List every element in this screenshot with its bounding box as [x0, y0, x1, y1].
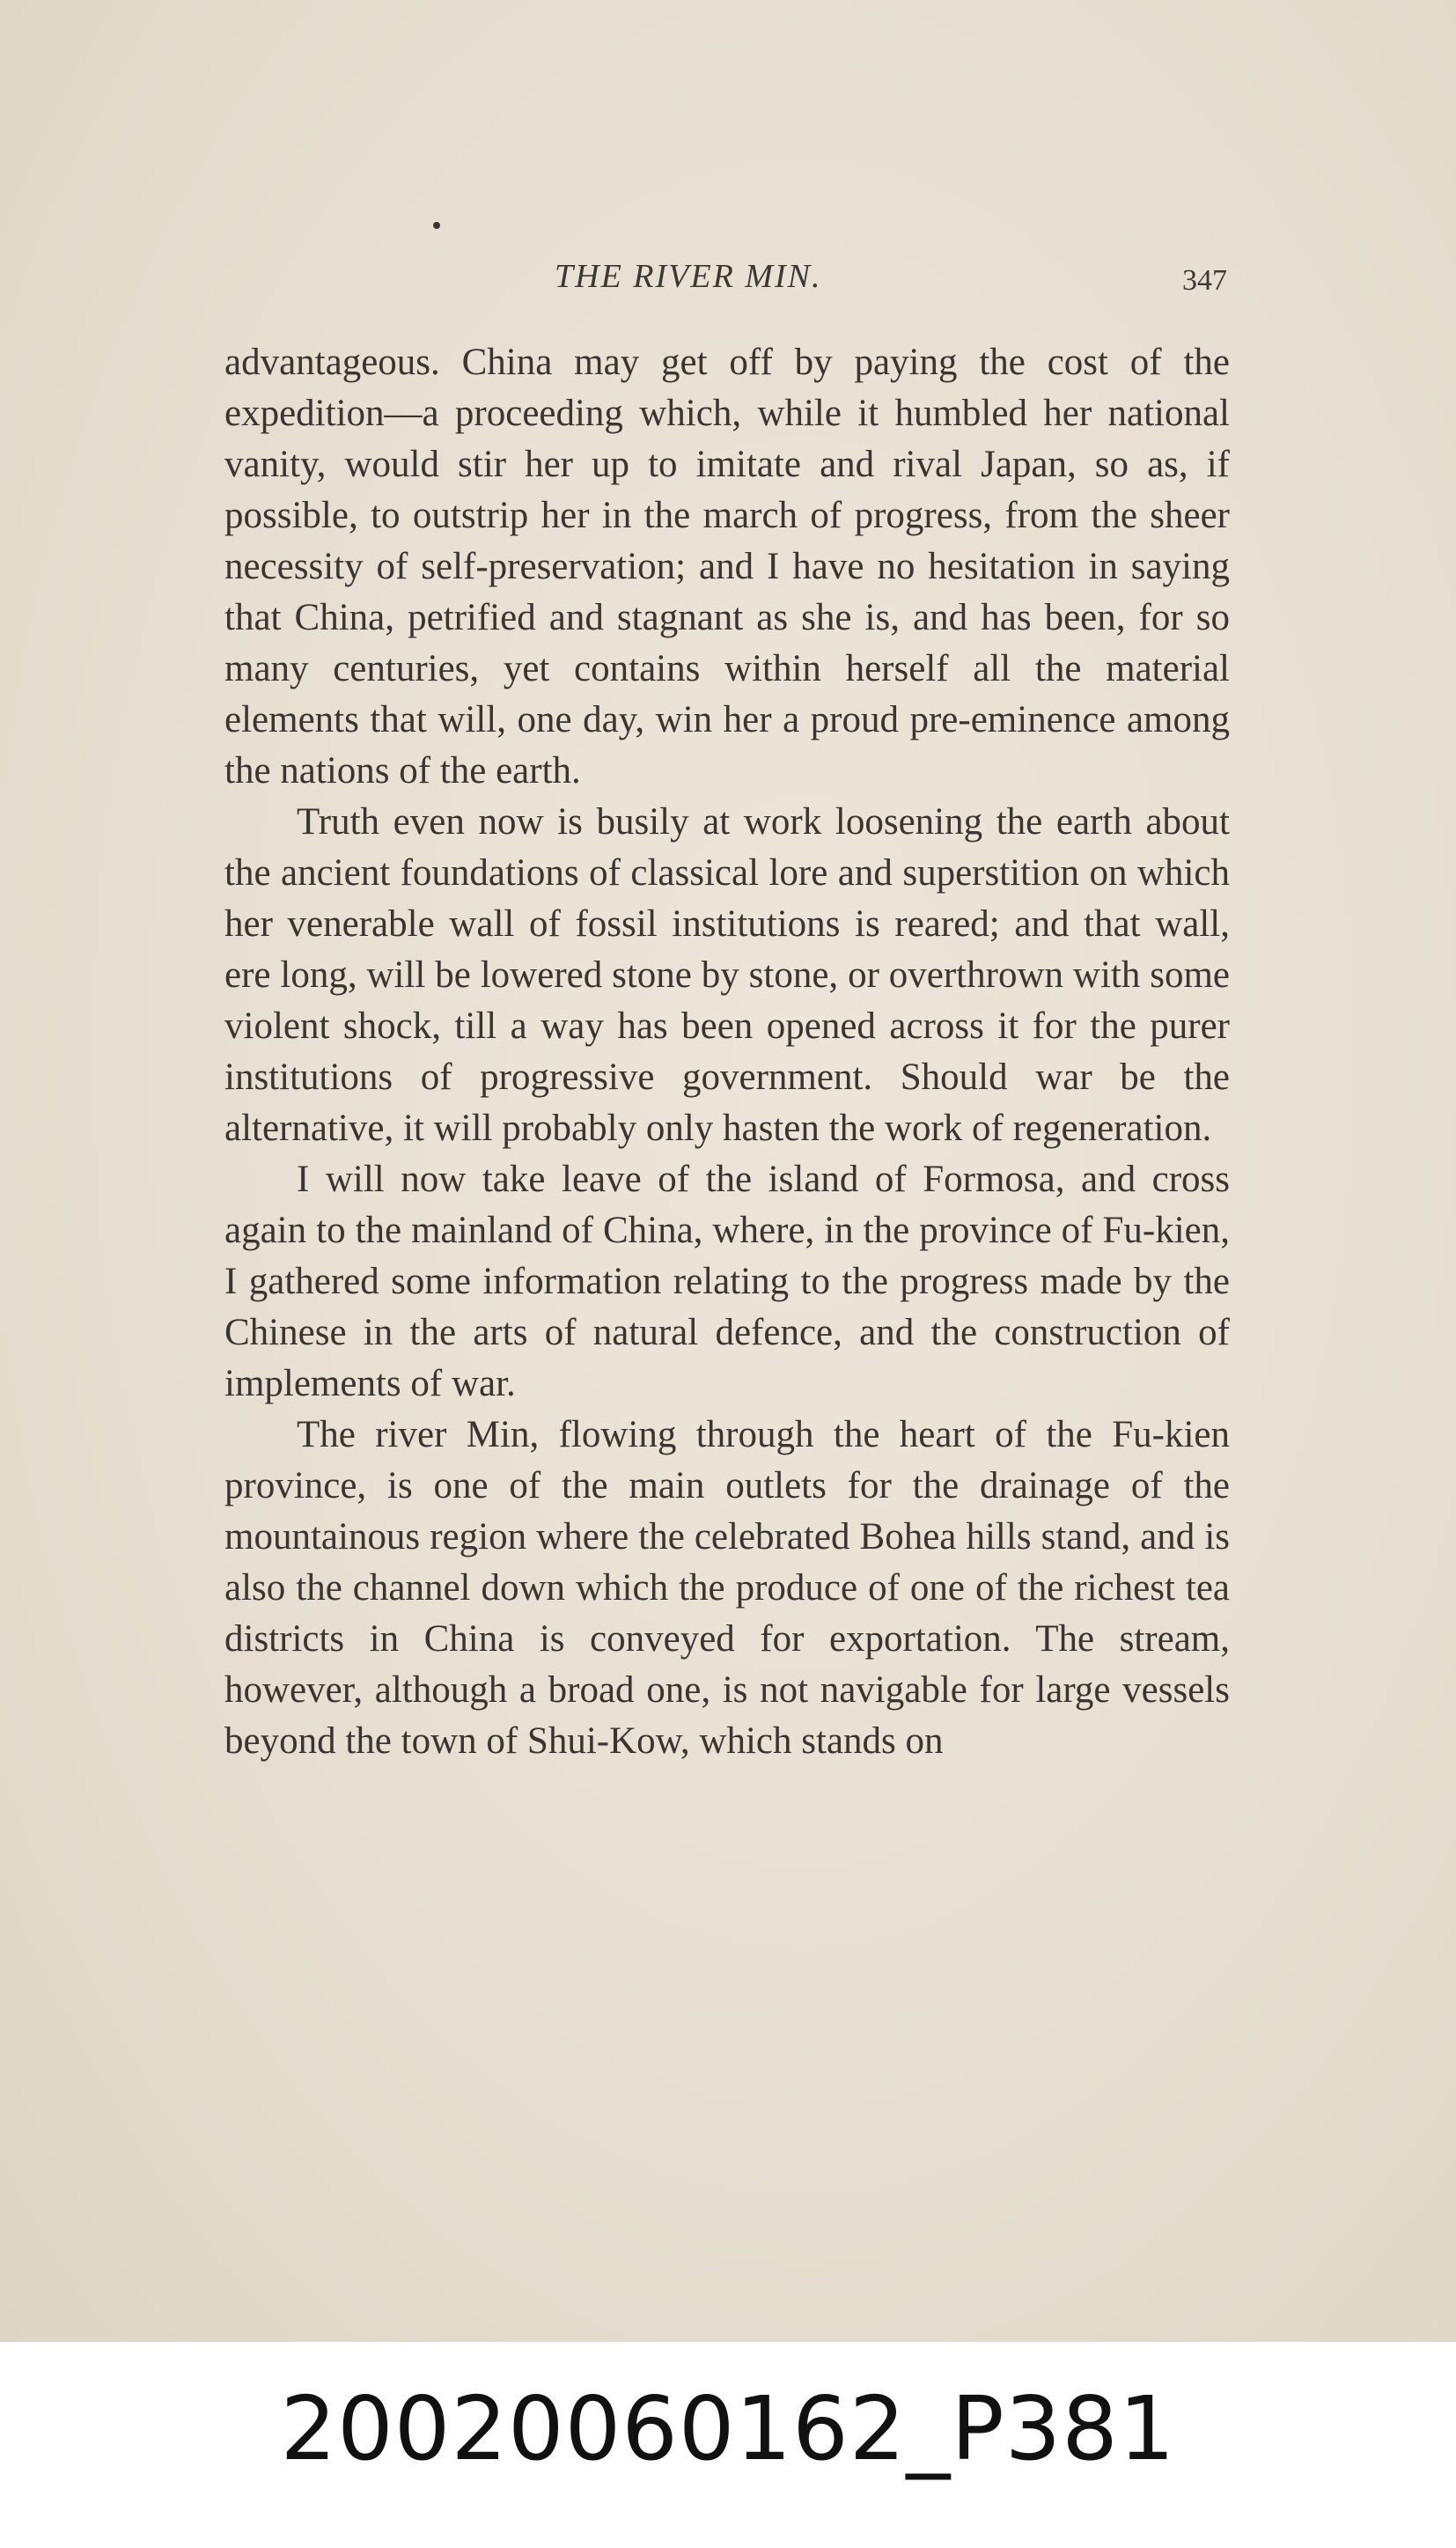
ink-speck [433, 222, 440, 229]
image-identifier-caption: 20020060162_P381 [280, 2377, 1176, 2480]
paragraph-3: I will now take leave of the island of Formosa, and cross again to the mainland of China, where, in the province of Fu-kien, I gathered some information relating to the progress made by the Chinese in the arts of natural defence, and the construction of implements of war. [224, 1159, 1230, 1404]
paragraph-4: The river Min, flowing through the heart of the Fu-kien province, is one of the main outlets for the drainage of the mountainous region where the celebrated Bohea hills stand, and is also the channel down which the produce of one of the richest tea districts in China is conveyed for exportation. The stream, however, although a broad one, is not navigable for large vessels beyond the town of Shui-Kow, which stands on [224, 1414, 1230, 1762]
paragraph-1: advantageous. China may get off by paying the cost of the expedition—a proceeding which, while it humbled her national vanity, would stir her up to imitate and rival Japan, so as, if possible, to outstrip her in the march of progress, from the sheer necessity of self-preservation; and I have no hesitation in saying that China, petrified and stagnant as she is, and has been, for so many centuries, yet contains within herself all the material elements that will, one day, win her a proud pre-eminence among the nations of the earth. [224, 342, 1230, 792]
body-text [224, 337, 1230, 1767]
paragraph-2: Truth even now is busily at work loosening the earth about the ancient foundations of classical lore and superstition on which her venerable wall of fossil institutions is reared; and that wall, ere long, will be lowered stone by stone, or overthrown with some violent shock, till a way has been opened across it for the purer institutions of progressive government. Should war be the alternative, it will probably only hasten the work of regeneration. [224, 801, 1230, 1149]
running-title: THE RIVER MIN. [555, 258, 822, 295]
page-number: 347 [1182, 264, 1227, 297]
